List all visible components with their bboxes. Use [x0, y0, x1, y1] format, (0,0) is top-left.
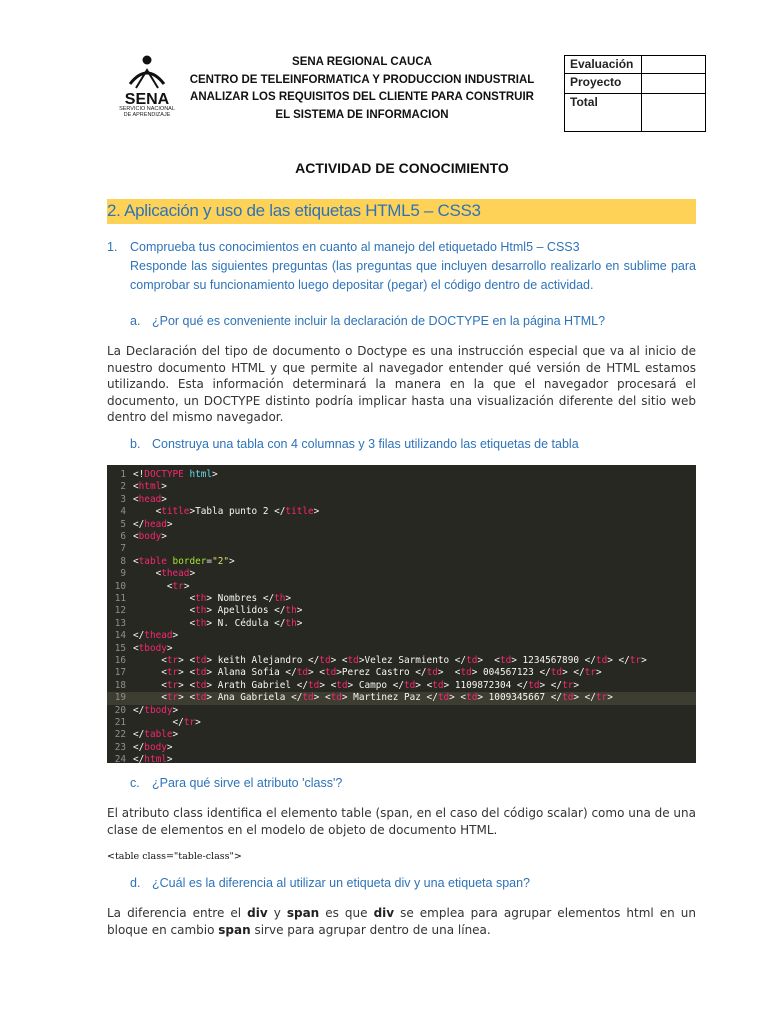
line-text: <table border="2"> [133, 555, 235, 567]
code-line [107, 680, 696, 692]
code-line [107, 667, 696, 679]
grade-value[interactable] [642, 74, 706, 94]
question-letter: a. [130, 314, 141, 328]
code-line [107, 581, 696, 593]
line-text: </body> [133, 741, 173, 753]
code-line [107, 729, 696, 741]
question-letter: c. [130, 776, 140, 790]
code-line [107, 717, 696, 729]
line-text: </tbody> [133, 704, 179, 716]
question-c [130, 776, 696, 790]
line-text: </table> [133, 729, 179, 741]
line-text: </thead> [133, 630, 179, 642]
line-text: <body> [133, 531, 167, 542]
header-line: EL SISTEMA DE INFORMACION [275, 108, 449, 121]
question-a [130, 314, 696, 328]
question-letter: b. [130, 437, 141, 451]
line-text: <th> N. Cédula </th> [133, 617, 303, 629]
line-text: <tr> <td> Ana Gabriela </td> <td> Martinez Paz </td> <td> 1009345667 </td> </tr> [133, 692, 613, 704]
code-screenshot [107, 465, 696, 763]
doc-title: ACTIVIDAD DE CONOCIMIENTO [295, 160, 509, 176]
line-number: 13 [114, 617, 126, 629]
question-d [130, 876, 696, 890]
line-number: 12 [114, 605, 126, 617]
intro-number: 1. [107, 240, 118, 254]
keyword-span: span [286, 906, 320, 920]
code-line [107, 742, 696, 754]
line-number: 22 [114, 729, 126, 741]
header-line: CENTRO DE TELEINFORMATICA Y PRODUCCION INDUSTRIAL [189, 73, 535, 86]
line-number: 18 [114, 679, 126, 691]
line-number: 11 [114, 593, 126, 604]
line-text: <th> Nombres </th> [133, 593, 292, 604]
line-number: 17 [114, 667, 126, 679]
keyword-div: div [373, 906, 395, 920]
code-line [107, 605, 696, 617]
keyword-div: div [247, 906, 268, 920]
line-text: <tr> <td> Arath Gabriel </td> <td> Campo </td> <td> 1109872304 </td> </tr> [133, 679, 580, 691]
grade-value[interactable] [642, 94, 706, 132]
code-line [107, 531, 696, 543]
line-text: <html> [133, 481, 167, 493]
code-line [107, 519, 696, 531]
question-letter: d. [130, 876, 141, 890]
line-text: </head> [133, 518, 173, 530]
answer-d: La diferencia entre el div y span es que div se emplea para agrupar elementos html en un bloque en cambio span sirve para agrupar dentro de una línea. [107, 906, 697, 937]
line-number: 1 [120, 469, 126, 480]
code-line [107, 618, 696, 630]
line-text: </html> [133, 754, 173, 763]
section-title: 2. Aplicación y uso de las etiquetas HTML5 – CSS3 [107, 201, 481, 220]
answer-a: La Declaración del tipo de documento o Doctype es una instrucción especial que va al inicio de nuestro documento HTML y que permite al navegador entender qué versión de HTML estamos utilizando. Esta información determinará la manera en la que el navegador procesará el documento, un DOCTYPE distinto podría implicar hasta una visualización diferente del sitio web dentro del mismo navegador. [107, 344, 696, 424]
grade-label: Evaluación [565, 56, 642, 74]
question-text: Construya una tabla con 4 columnas y 3 filas utilizando las etiquetas de tabla [152, 437, 579, 451]
code-line [107, 643, 696, 655]
header-line: SENA REGIONAL CAUCA [292, 56, 432, 68]
intro-line1: Comprueba tus conocimientos en cuanto al manejo del etiquetado Html5 – CSS3 [130, 240, 580, 254]
line-number: 19 [114, 692, 126, 704]
line-number: 16 [114, 655, 126, 666]
line-text: <thead> [133, 568, 196, 580]
code-line [107, 754, 696, 763]
question-text: ¿Para qué sirve el atributo 'class'? [152, 776, 343, 790]
code-line [107, 481, 696, 493]
answer-c: El atributo class identifica el elemento table (span, en el caso del código scalar) como una de una clase de elementos en el modelo de objeto de documento HTML. [107, 806, 696, 837]
grade-table [564, 55, 706, 132]
line-number: 14 [114, 630, 126, 642]
grade-value[interactable] [642, 56, 706, 74]
line-number: 10 [114, 580, 126, 592]
line-text: <tr> <td> Alana Sofia </td> <td>Perez Castro </td> <td> 004567123 </td> </tr> [133, 667, 602, 679]
logo-caption: SERVICIO NACIONAL DE APRENDIZAJE [119, 106, 175, 118]
line-number: 21 [114, 717, 126, 728]
line-number: 4 [120, 506, 126, 518]
header-line: ANALIZAR LOS REQUISITOS DEL CLIENTE PARA CONSTRUIR [190, 91, 534, 103]
line-number: 23 [114, 741, 126, 753]
code-line [107, 556, 696, 568]
question-b [130, 437, 696, 451]
line-number: 8 [120, 555, 126, 567]
question-text: ¿Cuál es la diferencia al utilizar un etiqueta div y una etiqueta span? [152, 876, 531, 890]
line-number: 20 [114, 704, 126, 716]
keyword-span: span [218, 922, 251, 937]
code-line [107, 506, 696, 518]
code-line [107, 469, 696, 481]
code-line [107, 655, 696, 667]
grade-label: Total [565, 94, 642, 132]
svg-text:SENA: SENA [124, 91, 170, 108]
line-text: <th> Apellidos </th> [133, 605, 303, 617]
code-line [107, 593, 696, 605]
line-text: <tbody> [133, 642, 173, 654]
line-text: <tr> [133, 580, 190, 592]
line-number: 6 [120, 531, 126, 542]
line-number: 7 [120, 543, 126, 555]
line-number: 15 [114, 642, 126, 654]
line-number: 9 [120, 568, 126, 580]
code-line [107, 630, 696, 642]
class-sample-code: <table class="table-class"> [107, 851, 242, 862]
line-number: 5 [120, 518, 126, 530]
intro-item [107, 238, 696, 295]
line-number: 3 [120, 493, 126, 505]
code-line [107, 494, 696, 506]
question-text: ¿Por qué es conveniente incluir la declaración de DOCTYPE en la página HTML? [152, 314, 606, 328]
section-band [107, 199, 696, 224]
line-number: 2 [120, 481, 126, 493]
code-line [107, 568, 696, 580]
code-line [107, 543, 696, 555]
grade-label: Proyecto [565, 74, 642, 94]
code-line [107, 705, 696, 717]
intro-line2: Responde las siguientes preguntas (las preguntas que incluyen desarrollo realizarlo en sublime para comprobar su funcionamiento luego depositar (pegar) el código dentro de actividad. [130, 259, 696, 292]
line-text: <tr> <td> keith Alejandro </td> <td>Velez Sarmiento </td> <td> 1234567890 </td> </tr> [133, 655, 647, 666]
line-number: 24 [114, 754, 126, 763]
code-line [107, 692, 696, 704]
header-lines [186, 54, 538, 124]
line-text: <head> [133, 493, 167, 505]
line-text: <!DOCTYPE html> [133, 469, 218, 480]
line-text: </tr> [133, 717, 201, 728]
line-text: <title>Tabla punto 2 </title> [133, 506, 320, 518]
